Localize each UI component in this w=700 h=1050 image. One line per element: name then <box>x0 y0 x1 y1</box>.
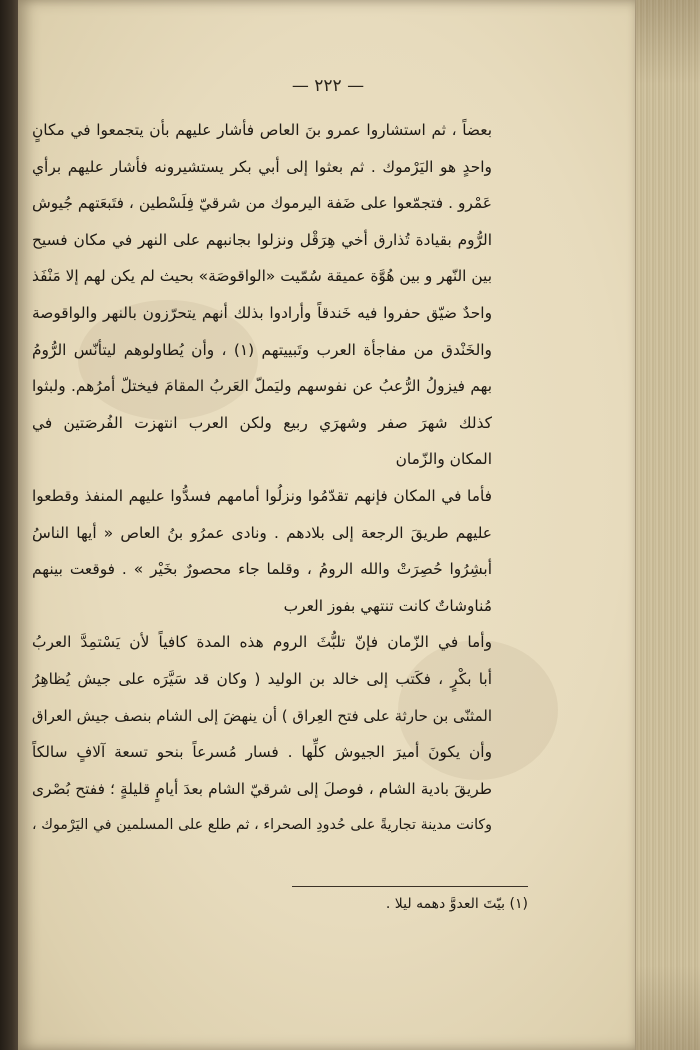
footnote-rule <box>292 886 528 887</box>
text-line: بين النّهر و بين هُوَّة عميقة سُمّيت «الواقوصَة» بحيث لم يكن لهم إلا مَنْفَذ <box>32 267 492 286</box>
text-line: وأما في الزّمان فإنّ تلبُّثَ الروم هذه المدة كافياً لأن يَسْتمِدَّ العربُ <box>32 633 492 652</box>
page <box>18 0 638 1050</box>
footnote: (١) بيّتَ العدوَّ دهمه ليلا . <box>385 896 528 912</box>
page-number: — ٢٢٢ — <box>291 76 365 96</box>
text-line: مُناوشاتٌ كانت تنتهي بفوز العرب <box>283 596 492 615</box>
text-line: وأن يكونَ أميرَ الجيوش كلِّها . فسار مُسرعاً بنحو تسعة آلافٍ سالكاً <box>32 743 492 762</box>
text-line: المثنّى بن حارثة على فتح العِراق ) أن ينهضَ إلى الشام بنصف جيش العراق <box>32 706 492 725</box>
text-line: واحدٌ ضيّق حفروا فيه خَندقاً وأرادوا بذلك أنهم يتحرّزون بالنهر والواقوصة <box>32 303 492 322</box>
book-gutter <box>0 0 20 1050</box>
text-line: وكانت مدينة تجاريةً على حُدودِ الصحراء ، ثم طلع على المسلمين في اليَرْموك ، <box>32 817 492 834</box>
text-line: واحدٍ هو اليَرْموك . ثم بعثوا إلى أبي بكر يستشيرونه فأشار عليهم برأي <box>32 157 492 176</box>
text-line: عَمْرو . فتجمّعوا على ضَفة اليرموك من شرقيّ فِلَسْطين ، فتَبعَتهم جُيوش <box>32 194 492 213</box>
text-line: والخَنْدق من مفاجأة العرب وتَبييتهم (١) ، وأن يُطاولوهم ليتأنّس الرُّومُ <box>32 340 492 359</box>
text-line: بعضاً ، ثم استشاروا عمرو بنَ العاص فأشار عليهم بأن يتجمعوا في مكانٍ <box>32 121 492 139</box>
text-line: كذلك شهرَ صفر وشهرَي ربيع ولكن العرب انتهزت الفُرصَتين في <box>32 413 492 432</box>
page-edges <box>635 0 700 1050</box>
text-line: أبشِرُوا حُصِرَتْ والله الرومُ ، وقلما جاء محصورٌ بخَيْر » . فوقعت بينهم <box>32 560 492 579</box>
text-line: عليهم طريقَ الرجعة إلى بلادهم . ونادى عمرُو بنُ العاص « أيها الناسُ <box>32 523 492 542</box>
text-line: أبا بكْرٍ ، فكَتب إلى خالد بن الوليد ( وكان قد سَيَّرَه على جيش يُظاهِرُ <box>32 669 492 688</box>
body-text <box>32 112 492 844</box>
text-line: بهم فيزولُ الرُّعبُ عن نفوسهم وليَملّ العَربُ المقامَ فيختلّ أمرُهم. ولبثوا <box>32 377 492 396</box>
text-line: طريقَ بادية الشام ، فوصلَ إلى شرقيّ الشام بعدَ أيامٍ قليلةٍ ؛ ففتح بُصْرى <box>32 779 492 798</box>
text-line: فأما في المكان فإنهم تقدّمُوا ونزلُوا أمامهم فسدُّوا عليهم المنفذ وقطعوا <box>32 486 492 505</box>
text-line: الرُّوم بقيادة تُذارق أخي هِرَقْل ونزلوا بجانبهم على النهر في مكان فسيح <box>32 230 492 249</box>
text-line: المكان والزّمان <box>395 450 492 469</box>
